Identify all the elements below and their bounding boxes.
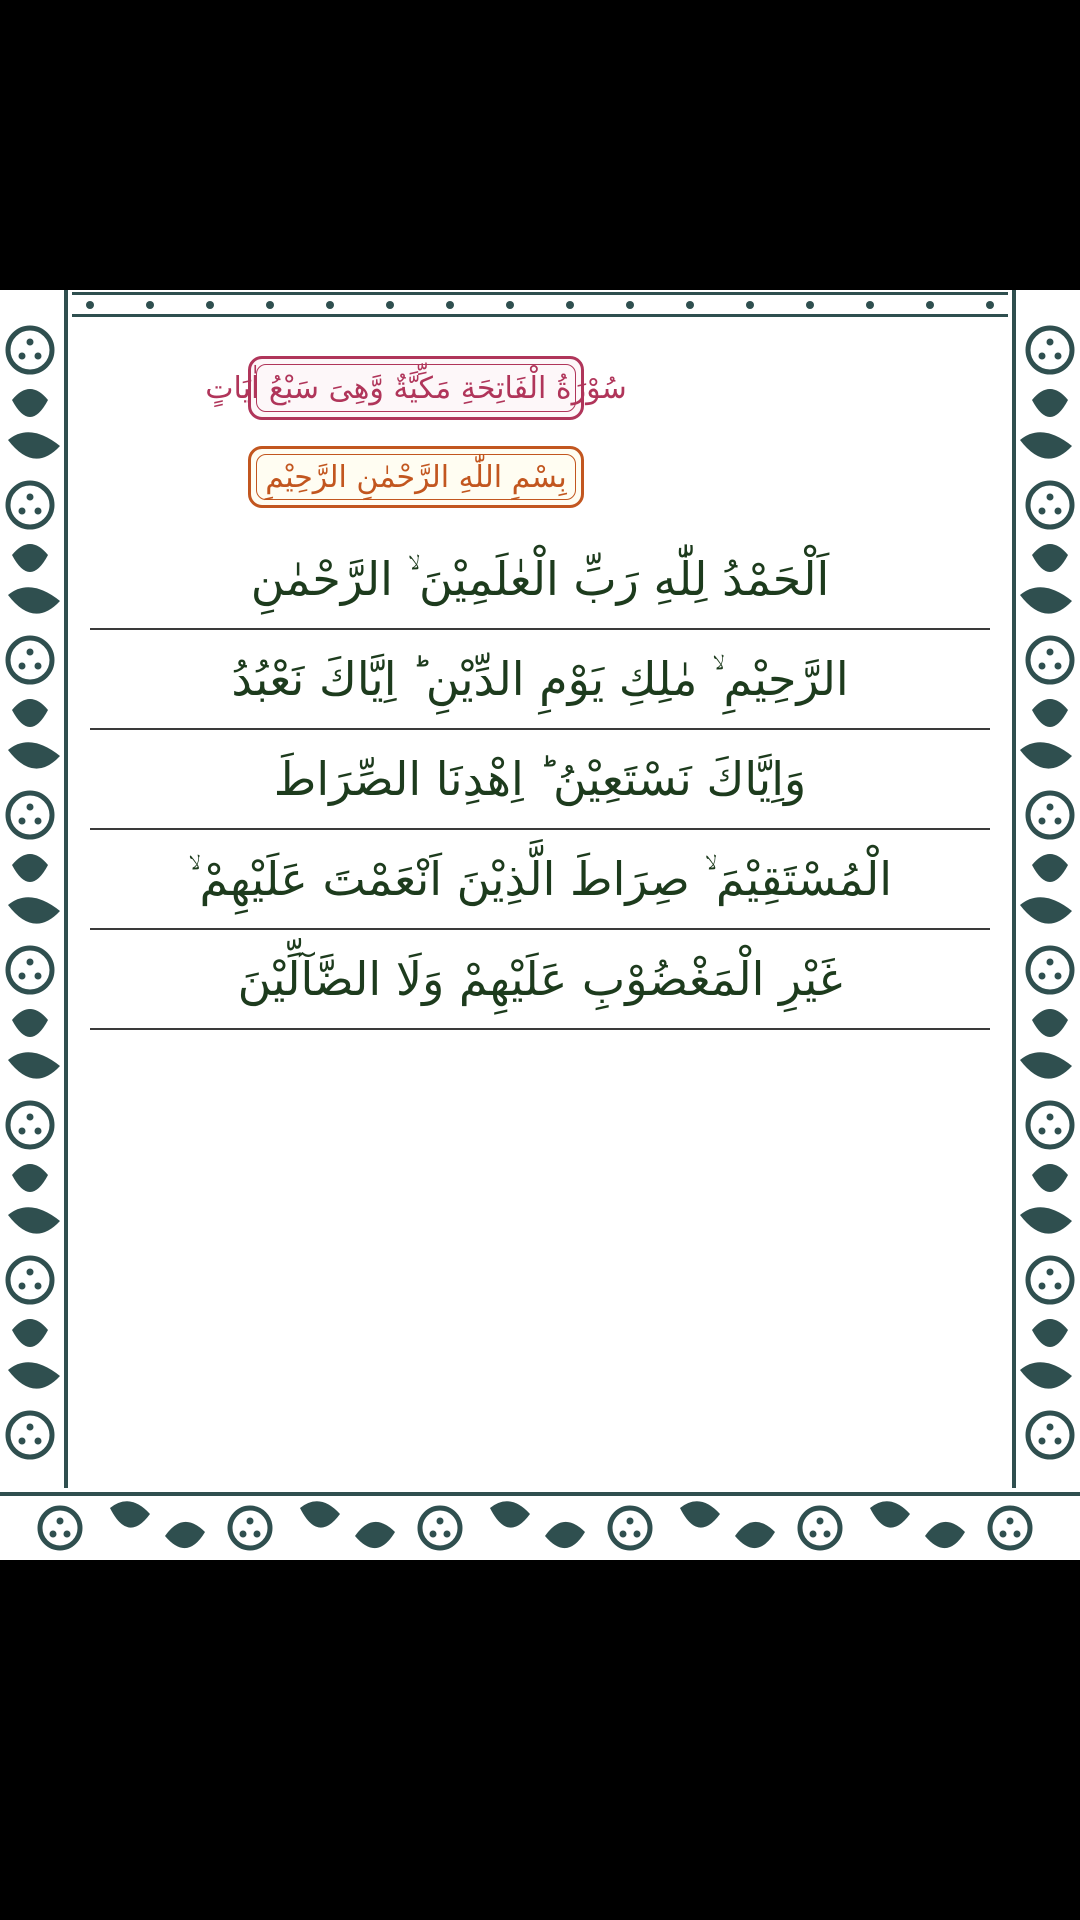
border-left-motif-icon: [0, 290, 72, 1560]
letterbox-top-bar: [0, 0, 1080, 290]
ayah-line: اَلْحَمْدُ لِلّٰهِ رَبِّ الْعٰلَمِيْنَ ۙ الرَّحْمٰنِ: [90, 530, 990, 630]
basmala-cartouche: [248, 446, 584, 508]
ayah-line: الرَّحِيْمِ ۙ مٰلِكِ يَوْمِ الدِّيْنِ ؕ اِيَّاكَ نَعْبُدُ: [90, 630, 990, 730]
quran-page: [0, 290, 1080, 1560]
border-top-motif-icon: [0, 290, 1080, 320]
surah-title-text: سُوْرَةُ الْفَاتِحَةِ مَكِّيَّةٌ وَّهِىَ سَبْعُ اٰيَاتٍ: [205, 370, 627, 406]
border-bottom-motif-icon: [0, 1488, 1080, 1560]
ayah-line: غَيْرِ الْمَغْضُوْبِ عَلَيْهِمْ وَلَا الضَّآلِّيْنَ: [90, 930, 990, 1030]
border-right-motif-icon: [1008, 290, 1080, 1560]
ornamental-border-bottom: [0, 1488, 1080, 1560]
ornamental-border-left: [0, 290, 72, 1560]
ornamental-border-right: [1008, 290, 1080, 1560]
basmala-text: بِسْمِ اللّٰهِ الرَّحْمٰنِ الرَّحِيْمِ: [265, 459, 567, 495]
ayah-line: الْمُسْتَقِيْمَ ۙ صِرَاطَ الَّذِيْنَ اَنْعَمْتَ عَلَيْهِمْ ۙ: [90, 830, 990, 930]
ayah-line: وَاِيَّاكَ نَسْتَعِيْنُ ؕ اِهْدِنَا الصِّرَاطَ: [90, 730, 990, 830]
ornamental-border-top: [0, 290, 1080, 320]
page-writing-area: [72, 320, 1008, 1488]
ayah-line-list: [90, 530, 990, 1030]
letterbox-bottom-bar: [0, 1560, 1080, 1920]
surah-title-cartouche: [205, 356, 627, 420]
